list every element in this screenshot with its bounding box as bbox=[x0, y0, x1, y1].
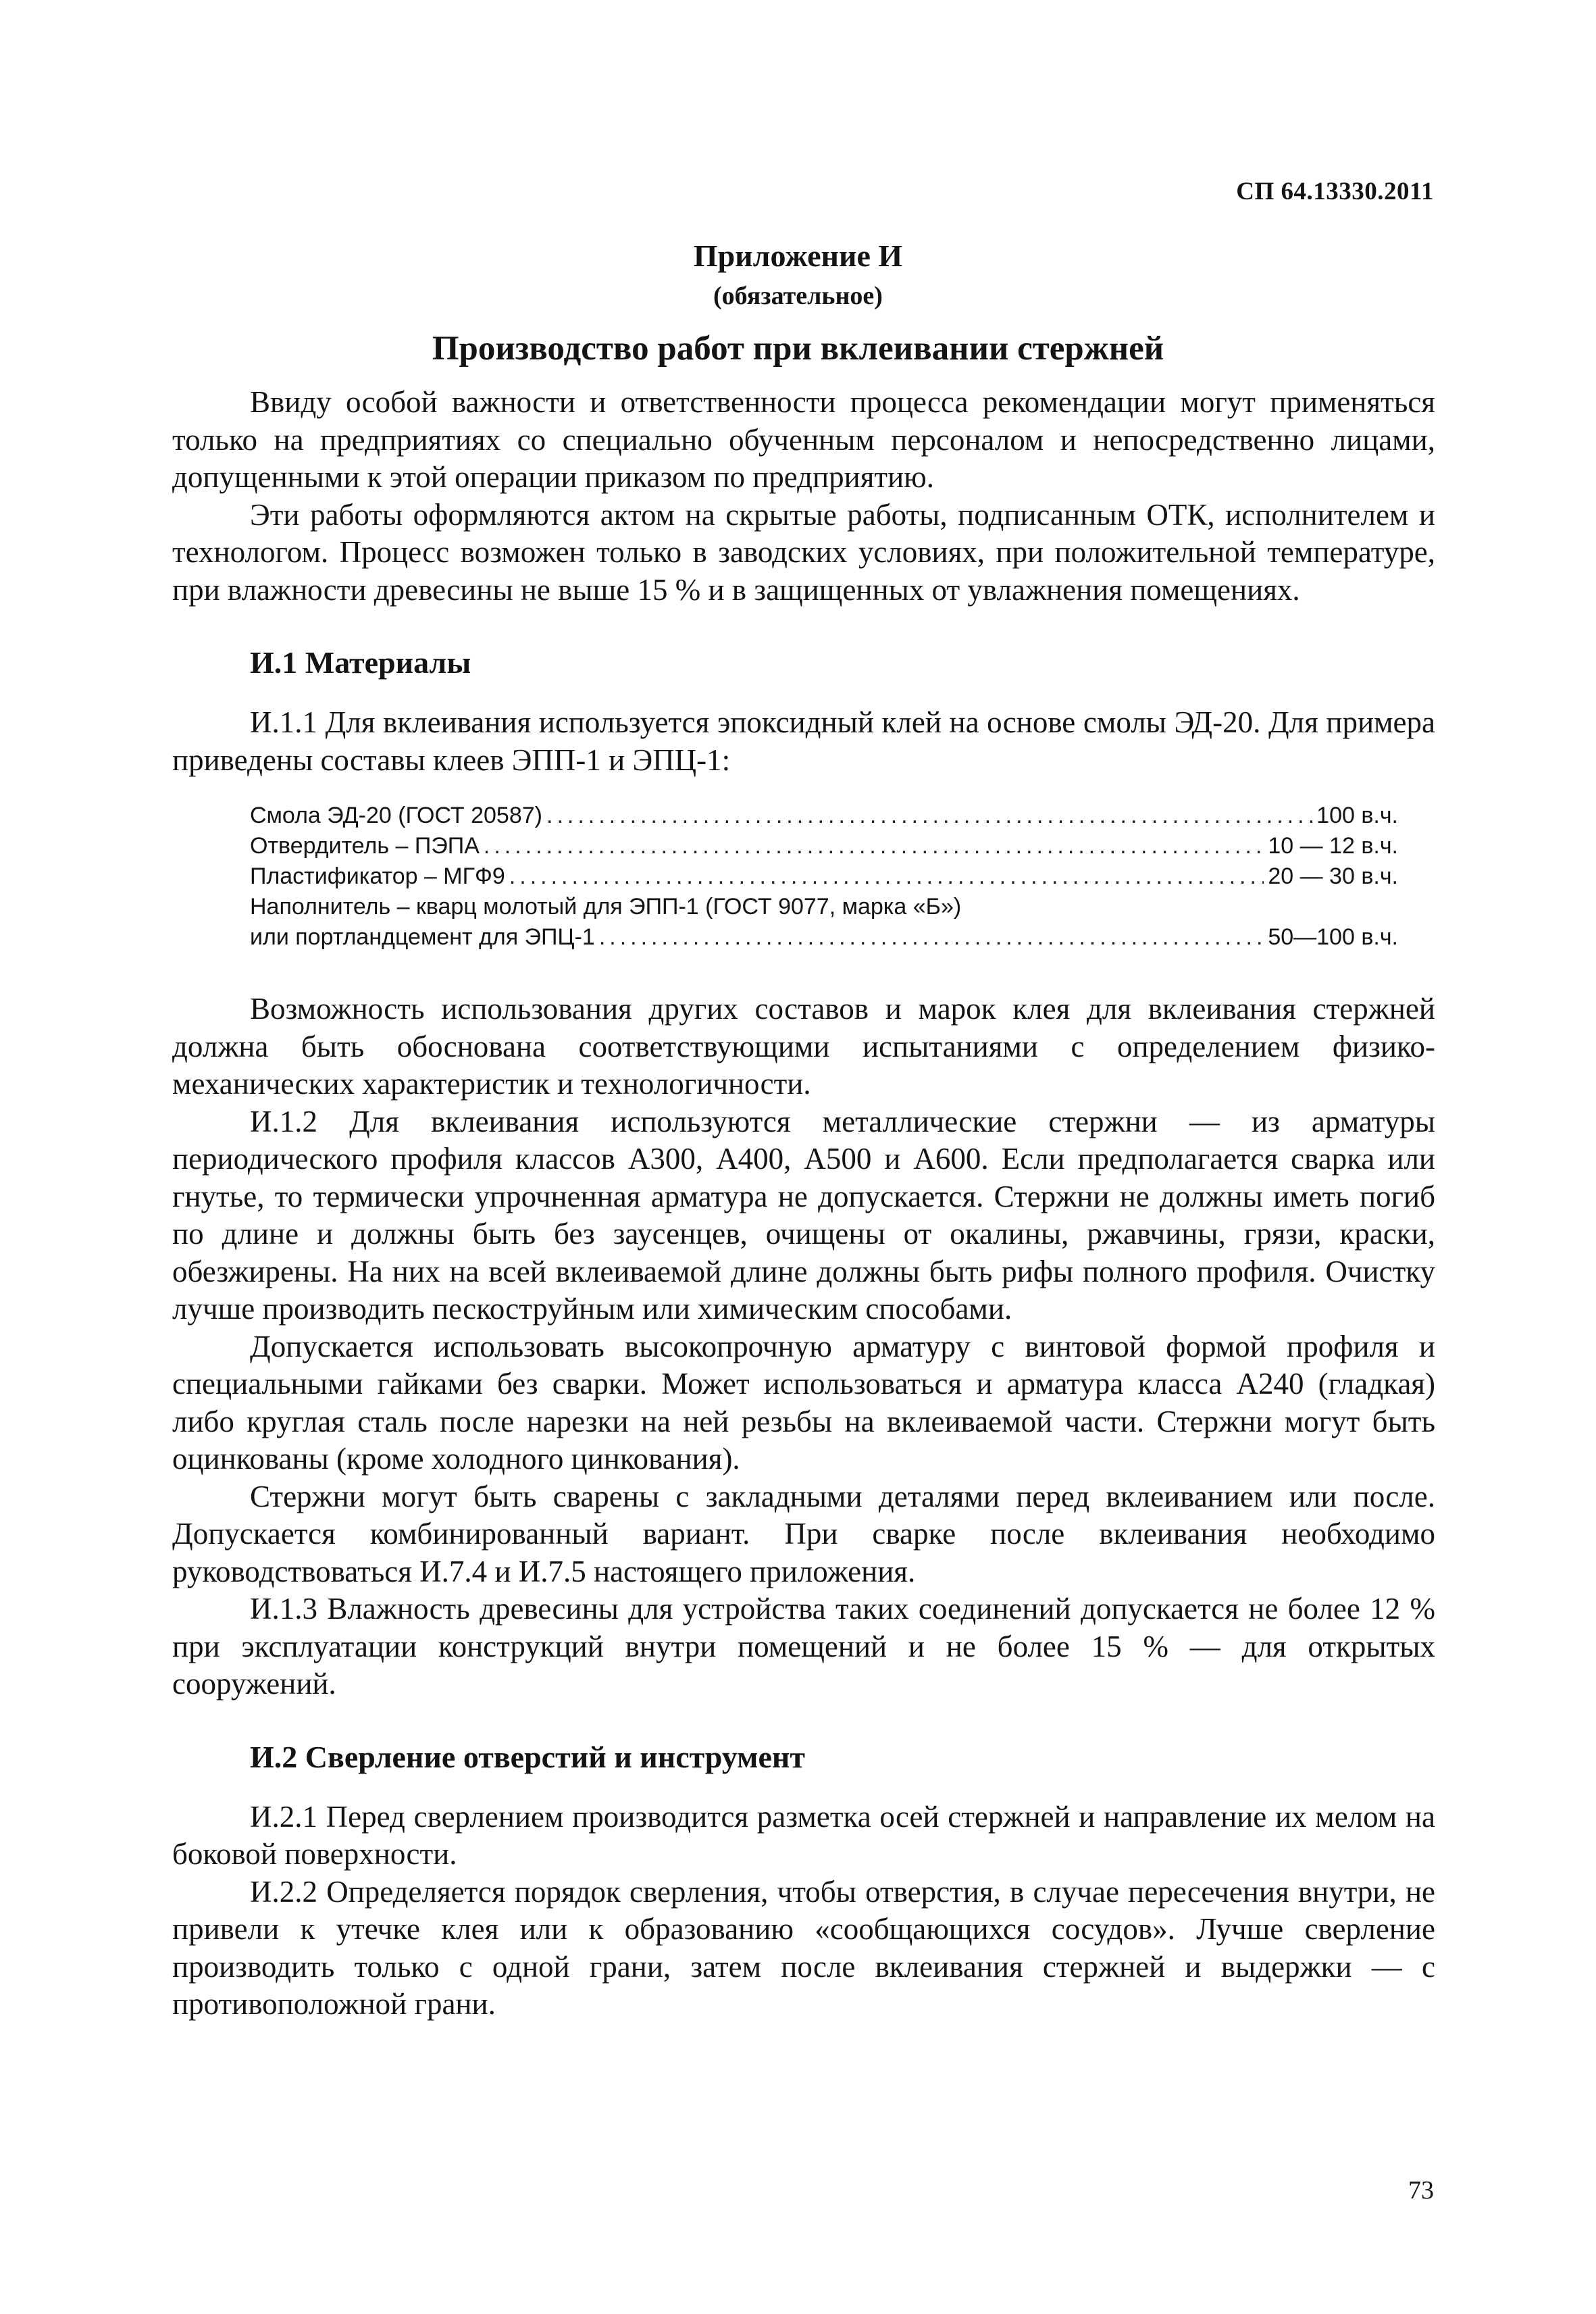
paragraph-1-1-1: И.1.1 Для вклеивания используется эпоксидный клей на основе смолы ЭД-20. Для примера приведены составы клеев ЭПП-1 и ЭПЦ-1: bbox=[172, 705, 1435, 777]
paragraph-other-compositions: Возможность использования других составов и марок клея для вклеивания стержней должна быть обоснована соответствующими испытаниями с определением физико-механических характеристик и технологичности. bbox=[172, 992, 1435, 1101]
filler-line: Наполнитель – кварц молотый для ЭПП-1 (ГОСТ 9077, марка «Б») bbox=[250, 894, 962, 920]
section-heading-drilling: И.2 Сверление отверстий и инструмент bbox=[250, 1739, 806, 1774]
document-body bbox=[172, 384, 1435, 2023]
component-amount: 50—100 в.ч. bbox=[1268, 924, 1398, 950]
section-heading-materials: И.1 Материалы bbox=[250, 645, 471, 680]
paragraph-1-1-2: И.1.2 Для вклеивания используются металлические стержни — из арматуры периодического профиля классов А300, А400, А500 и А600. Если предполагается сварка или гнутье, то термически упрочненная арматура не допускается. Стержни не должны иметь погиб по длине и должны быть без заусенцев, очищены от окалины, ржавчины, грязи, краски, обезжирены. На них на всей вклеиваемой длине должны быть рифы полного профиля. Очистку лучше производить пескоструйным или химическим способами. bbox=[172, 1104, 1435, 1326]
component-name: Смола ЭД-20 (ГОСТ 20587) bbox=[250, 803, 542, 828]
paragraph-1-1-3: И.1.3 Влажность древесины для устройства таких соединений допускается не более 12 % при эксплуатации конструкций внутри помещений и не более 15 % — для открытых сооружений. bbox=[172, 1592, 1435, 1701]
paragraph-high-strength-rebar: Допускается использовать высокопрочную арматуру с винтовой формой профиля и специальными гайками без сварки. Может использоваться и арматура класса А240 (гладкая) либо круглая сталь после нарезки на ней резьбы на вклеиваемой части. Стержни могут быть оцинкованы (кроме холодного цинкования). bbox=[172, 1329, 1435, 1476]
adhesive-composition-list bbox=[172, 801, 1435, 953]
paragraph-1-2-1: И.2.1 Перед сверлением производится разметка осей стержней и направление их мелом на боковой поверхности. bbox=[172, 1799, 1435, 1871]
appendix-title: Приложение И bbox=[693, 238, 903, 273]
component-amount: 100 в.ч. bbox=[1316, 803, 1398, 828]
appendix-status-note: (обязательное) bbox=[713, 282, 883, 310]
leader-dots bbox=[484, 831, 1264, 861]
leader-dots bbox=[599, 922, 1264, 953]
component-amount: 10 — 12 в.ч. bbox=[1268, 833, 1398, 859]
page-number: 73 bbox=[1408, 2176, 1434, 2205]
composition-row bbox=[250, 922, 1398, 953]
appendix-heading: Производство работ при вклеивании стержней bbox=[432, 330, 1164, 368]
component-name: или портландцемент для ЭПЦ-1 bbox=[250, 924, 595, 950]
leader-dots bbox=[546, 801, 1312, 831]
paragraph-welding: Стержни могут быть сварены с закладными деталями перед вклеиванием или после. Допускается комбинированный вариант. При сварке после вклеивания необходимо руководствоваться И.7.4 и И.7.5 настоящего приложения. bbox=[172, 1479, 1435, 1588]
composition-row bbox=[250, 831, 1398, 861]
leader-dots bbox=[509, 861, 1264, 892]
component-amount: 20 — 30 в.ч. bbox=[1268, 863, 1398, 889]
intro-paragraph-2: Эти работы оформляются актом на скрытые работы, подписанным ОТК, исполнителем и технологом. Процесс возможен только в заводских условиях, при положительной температуре, при влажности древесины не выше 15 % и в защищенных от увлажнения помещениях. bbox=[172, 497, 1435, 607]
composition-row bbox=[250, 801, 1398, 831]
component-name: Отвердитель – ПЭПА bbox=[250, 833, 480, 859]
composition-row bbox=[250, 861, 1398, 892]
component-name: Пластификатор – МГФ9 bbox=[250, 863, 505, 889]
intro-paragraph-1: Ввиду особой важности и ответственности процесса рекомендации могут применяться только на предприятиях со специально обученным персоналом и непосредственно лицами, допущенными к этой операции приказом по предприятию. bbox=[172, 385, 1435, 494]
paragraph-1-2-2: И.2.2 Определяется порядок сверления, чтобы отверстия, в случае пересечения внутри, не привели к утечке клея или к образованию «сообщающихся сосудов». Лучше сверление производить только с одной грани, затем после вклеивания стержней и выдержки — с противоположной грани. bbox=[172, 1874, 1435, 2021]
document-code: СП 64.13330.2011 bbox=[1236, 178, 1434, 205]
